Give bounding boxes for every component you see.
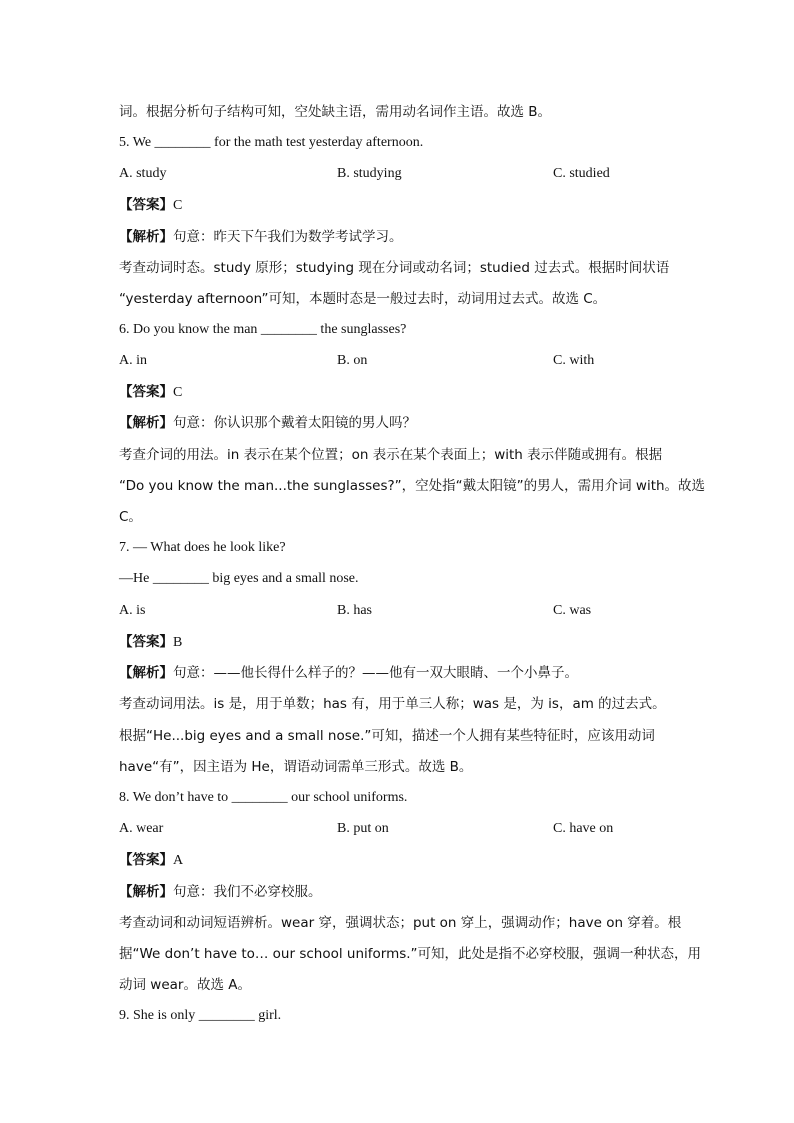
analysis-line — [119, 662, 679, 684]
option-b: B. studying — [337, 166, 402, 181]
answer-tag: 【答案】 — [119, 384, 173, 400]
question-6-options — [119, 350, 679, 372]
option-b: B. has — [337, 603, 372, 618]
question-5: 5. We ________ for the math test yesterday afternoon. — [119, 135, 424, 150]
answer-value: B — [173, 635, 183, 650]
option-a: A. is — [119, 603, 146, 618]
question-5-options — [119, 163, 679, 185]
answer-line — [119, 381, 679, 403]
question-9: 9. She is only ________ girl. — [119, 1008, 282, 1023]
explanation-line: “yesterday afternoon”可知，本题时态是一般过去时，动词用过去式。故选 C。 — [119, 291, 607, 307]
explanation-line: “Do you know the man...the sunglasses?”，空处指“戴太阳镜”的男人，需用介词 with。故选 — [119, 478, 706, 494]
explanation-line: 动词 wear。故选 A。 — [119, 977, 251, 993]
explanation-line: 考查动词时态。study 原形；studying 现在分词或动名词；studied 过去式。根据时间状语 — [119, 260, 670, 276]
explanation-line: 考查动词用法。is 是，用于单数；has 有，用于单三人称；was 是，为 is，am 的过去式。 — [119, 696, 666, 712]
option-c: C. have on — [553, 821, 614, 836]
analysis-text: 句意：你认识那个戴着太阳镜的男人吗？ — [173, 415, 416, 431]
question-8: 8. We don’t have to ________ our school uniforms. — [119, 790, 408, 805]
analysis-line — [119, 881, 679, 903]
option-b: B. put on — [337, 821, 389, 836]
explanation-line: 根据“He...big eyes and a small nose.”可知，描述一个人拥有某些特征时，应该用动词 — [119, 728, 655, 744]
explanation-line: have“有”，因主语为 He，谓语动词需单三形式。故选 B。 — [119, 759, 473, 775]
option-c: C. with — [553, 353, 595, 368]
analysis-text: 句意：——他长得什么样子的？——他有一双大眼睛、一个小鼻子。 — [173, 665, 578, 681]
question-7: 7. — What does he look like? — [119, 540, 286, 555]
analysis-tag: 【解析】 — [119, 665, 173, 681]
answer-value: C — [173, 385, 183, 400]
analysis-tag: 【解析】 — [119, 415, 173, 431]
explanation-line: 考查动词和动词短语辨析。wear 穿，强调状态；put on 穿上，强调动作；have on 穿着。根 — [119, 915, 682, 931]
question-6: 6. Do you know the man ________ the sunglasses? — [119, 322, 407, 337]
answer-line — [119, 849, 679, 871]
explanation-line: 词。根据分析句子结构可知，空处缺主语，需用动名词作主语。故选 B。 — [119, 104, 552, 120]
option-b: B. on — [337, 353, 368, 368]
option-c: C. was — [553, 603, 592, 618]
option-c: C. studied — [553, 166, 610, 181]
answer-tag: 【答案】 — [119, 634, 173, 650]
answer-tag: 【答案】 — [119, 852, 173, 868]
answer-line — [119, 194, 679, 216]
explanation-line: 考查介词的用法。in 表示在某个位置；on 表示在某个表面上；with 表示伴随或拥有。根据 — [119, 447, 663, 463]
option-a: A. in — [119, 353, 147, 368]
answer-value: C — [173, 198, 183, 213]
answer-value: A — [173, 853, 184, 868]
analysis-text: 句意：我们不必穿校服。 — [173, 884, 322, 900]
question-7-options — [119, 600, 679, 622]
answer-tag: 【答案】 — [119, 197, 173, 213]
question-8-options — [119, 818, 679, 840]
analysis-tag: 【解析】 — [119, 884, 173, 900]
explanation-line: C。 — [119, 509, 142, 525]
question-7-response: —He ________ big eyes and a small nose. — [119, 571, 359, 586]
explanation-line: 据“We don’t have to… our school uniforms.”可知，此处是指不必穿校服，强调一种状态，用 — [119, 946, 702, 962]
option-a: A. study — [119, 166, 167, 181]
analysis-line — [119, 412, 679, 434]
analysis-text: 句意：昨天下午我们为数学考试学习。 — [173, 229, 403, 245]
option-a: A. wear — [119, 821, 164, 836]
analysis-tag: 【解析】 — [119, 229, 173, 245]
answer-line — [119, 631, 679, 653]
analysis-line — [119, 226, 679, 248]
